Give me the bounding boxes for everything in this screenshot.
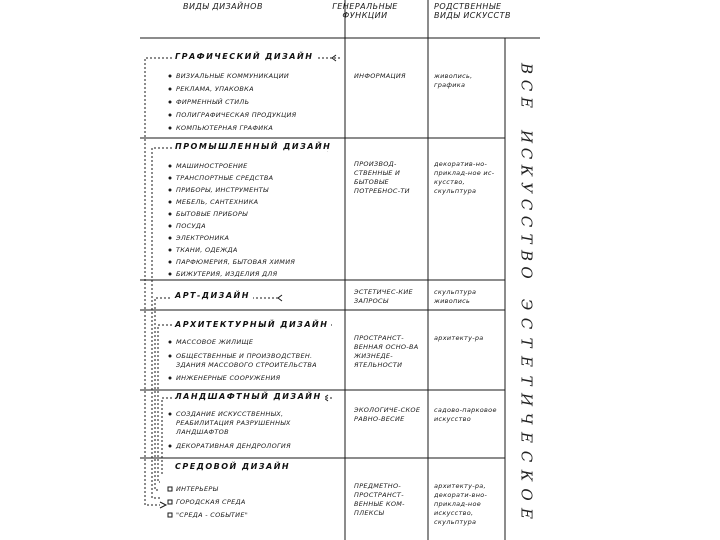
vertical-letter: С xyxy=(517,317,536,330)
list-item: ВИЗУАЛЬНЫЕ КОММУНИКАЦИИ xyxy=(176,72,290,80)
list-item: ГОРОДСКАЯ СРЕДА xyxy=(176,498,246,506)
list-item: ФИРМЕННЫЙ СТИЛЬ xyxy=(176,98,250,106)
arts-architectural: архитекту-ра xyxy=(434,334,484,342)
list-item: ОБЩЕСТВЕННЫЕ И ПРОИЗВОДСТВЕН. ЗДАНИЯ МАССОВОГО СТРОИТЕЛЬСТВА xyxy=(176,352,317,369)
list-item: МЕБЕЛЬ, САНТЕХНИКА xyxy=(176,198,259,206)
list-item: КОМПЬЮТЕРНАЯ ГРАФИКА xyxy=(176,124,274,132)
vertical-caption-top xyxy=(516,60,536,281)
list-item: ПОСУДА xyxy=(176,222,206,230)
vertical-letter: С xyxy=(517,198,536,211)
section-title-landscape: ЛАНДШАФТНЫЙ ДИЗАЙН xyxy=(172,392,325,401)
vertical-letter: Т xyxy=(517,233,536,244)
list-item: ПРИБОРЫ, ИНСТРУМЕНТЫ xyxy=(176,186,269,194)
vertical-letter: В xyxy=(517,62,536,75)
list-item: БЫТОВЫЕ ПРИБОРЫ xyxy=(176,210,248,218)
list-item: СОЗДАНИЕ ИСКУССТВЕННЫХ, РЕАБИЛИТАЦИЯ РАЗРУШЕННЫХ ЛАНДШАФТОВ xyxy=(176,410,291,436)
section-title-graphic: ГРАФИЧЕСКИЙ ДИЗАЙН xyxy=(172,52,316,61)
vertical-letter: С xyxy=(517,215,536,228)
vertical-letter: Ч xyxy=(517,412,536,425)
arts-environmental: архитекту-ра, декорати-вно-приклад-ное искусство, скульптура xyxy=(434,482,488,526)
function-landscape: ЭКОЛОГИЧЕ-СКОЕ РАВНО-ВЕСИЕ xyxy=(354,406,421,423)
vertical-caption-bottom xyxy=(516,295,536,523)
list-item: ТКАНИ, ОДЕЖДА xyxy=(176,246,238,254)
function-environmental: ПРЕДМЕТНО-ПРОСТРАНСТ-ВЕННЫЕ КОМ-ПЛЕКСЫ xyxy=(354,482,405,517)
arts-industrial: декоратив-но-приклад-ное ис-кусство, скульптура xyxy=(434,160,495,195)
vertical-letter: Е xyxy=(517,97,536,108)
vertical-letter: Т xyxy=(517,337,536,348)
list-item: МАССОВОЕ ЖИЛИЩЕ xyxy=(176,338,254,346)
vertical-letter: И xyxy=(517,392,536,407)
list-item: ТРАНСПОРТНЫЕ СРЕДСТВА xyxy=(176,174,274,182)
vertical-letter: К xyxy=(517,164,536,177)
list-item: ЭЛЕКТРОНИКА xyxy=(176,234,230,242)
vertical-letter: Е xyxy=(517,508,536,519)
vertical-letter: С xyxy=(517,79,536,92)
function-industrial: ПРОИЗВОД-СТВЕННЫЕ И БЫТОВЫЕ ПОТРЕБНОС-ТИ xyxy=(354,160,410,195)
vertical-letter: С xyxy=(517,450,536,463)
list-item: ИНЖЕНЕРНЫЕ СООРУЖЕНИЯ xyxy=(176,374,281,382)
vertical-letter: Т xyxy=(517,375,536,386)
section-title-industrial: ПРОМЫШЛЕННЫЙ ДИЗАЙН xyxy=(172,142,334,151)
function-graphic: ИНФОРМАЦИЯ xyxy=(354,72,406,80)
list-item: РЕКЛАМА, УПАКОВКА xyxy=(176,85,254,93)
list-item: ПОЛИГРАФИЧЕСКАЯ ПРОДУКЦИЯ xyxy=(176,111,297,119)
section-title-environmental: СРЕДОВОЙ ДИЗАЙН xyxy=(172,462,293,471)
section-title-art: АРТ-ДИЗАЙН xyxy=(172,291,253,300)
vertical-letter: Е xyxy=(517,432,536,443)
list-item: ПАРФЮМЕРИЯ, БЫТОВАЯ ХИМИЯ xyxy=(176,258,296,266)
list-item: ИНТЕРЬЕРЫ xyxy=(176,485,219,493)
header-types: ВИДЫ ДИЗАЙНОВ xyxy=(183,2,263,11)
list-item: "СРЕДА - СОБЫТИЕ" xyxy=(176,511,249,519)
list-item: БИЖУТЕРИЯ, ИЗДЕЛИЯ ДЛЯ xyxy=(176,270,278,278)
function-art: ЭСТЕТИЧЕС-КИЕ ЗАПРОСЫ xyxy=(354,288,413,305)
vertical-letter: О xyxy=(517,488,536,501)
vertical-letter: О xyxy=(517,266,536,279)
arts-art: скульптура живопись xyxy=(434,288,477,305)
list-item: ДЕКОРАТИВНАЯ ДЕНДРОЛОГИЯ xyxy=(176,442,291,450)
vertical-letter: Е xyxy=(517,356,536,367)
vertical-letter: И xyxy=(517,129,536,144)
arts-landscape: садово-парковое искусство xyxy=(434,406,497,423)
vertical-letter: С xyxy=(517,147,536,160)
header-functions: ГЕНЕРАЛЬНЫЕ ФУНКЦИИ xyxy=(332,2,398,20)
section-title-architectural: АРХИТЕКТУРНЫЙ ДИЗАЙН xyxy=(172,320,331,329)
list-item: МАШИНОСТРОЕНИЕ xyxy=(176,162,248,170)
header-arts: РОДСТВЕННЫЕ ВИДЫ ИСКУССТВ xyxy=(434,2,511,20)
vertical-letter: К xyxy=(517,469,536,482)
vertical-letter: У xyxy=(517,182,536,193)
vertical-letter: В xyxy=(517,249,536,262)
vertical-letter: Э xyxy=(517,298,536,311)
arts-graphic: живопись, графика xyxy=(434,72,473,89)
function-architectural: ПРОСТРАНСТ-ВЕННАЯ ОСНО-ВА ЖИЗНЕДЕ-ЯТЕЛЬНОСТИ xyxy=(354,334,419,369)
